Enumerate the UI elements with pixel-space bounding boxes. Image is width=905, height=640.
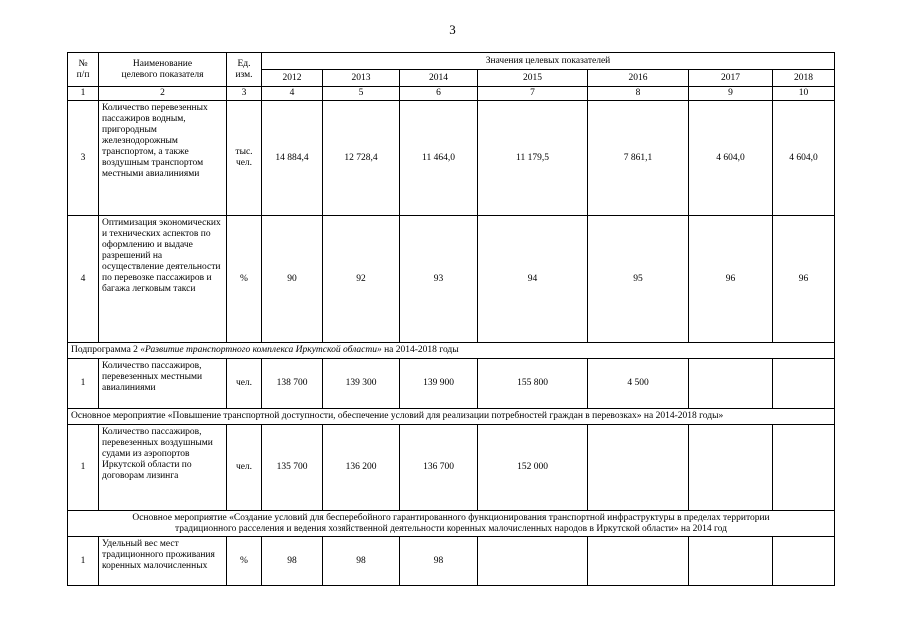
indicator-unit: чел. bbox=[227, 359, 262, 409]
value-cell: 12 728,4 bbox=[323, 101, 400, 216]
col-number: 2 bbox=[99, 87, 227, 101]
value-cell: 90 bbox=[262, 216, 323, 343]
year-cell: 2012 bbox=[262, 70, 323, 87]
row-no: 1 bbox=[68, 537, 99, 586]
table-row bbox=[68, 425, 835, 511]
col-number: 4 bbox=[262, 87, 323, 101]
indicator-name: Количество перевезенных пассажиров водным, пригородным железнодорожным транспортом, а также воздушным транспортом местными авиалиниями bbox=[99, 101, 227, 216]
value-cell: 93 bbox=[400, 216, 478, 343]
value-cell: 11 464,0 bbox=[400, 101, 478, 216]
column-numbers-row bbox=[68, 87, 835, 101]
value-cell bbox=[773, 359, 835, 409]
header-unit: Ед. изм. bbox=[227, 53, 262, 87]
col-number: 10 bbox=[773, 87, 835, 101]
value-cell: 4 604,0 bbox=[689, 101, 773, 216]
indicator-unit: чел. bbox=[227, 425, 262, 511]
value-cell bbox=[689, 425, 773, 511]
header-row-1 bbox=[68, 53, 835, 70]
value-cell bbox=[478, 537, 588, 586]
row-no: 3 bbox=[68, 101, 99, 216]
header-name: Наименование целевого показателя bbox=[99, 53, 227, 87]
value-cell: 96 bbox=[773, 216, 835, 343]
value-cell: 4 604,0 bbox=[773, 101, 835, 216]
year-cell: 2014 bbox=[400, 70, 478, 87]
target-indicators-table bbox=[67, 52, 835, 586]
year-cell: 2016 bbox=[588, 70, 689, 87]
year-cell: 2018 bbox=[773, 70, 835, 87]
page-number: 3 bbox=[449, 22, 456, 37]
value-cell: 136 200 bbox=[323, 425, 400, 511]
value-cell: 136 700 bbox=[400, 425, 478, 511]
value-cell: 95 bbox=[588, 216, 689, 343]
value-cell bbox=[773, 425, 835, 511]
table-row bbox=[68, 101, 835, 216]
col-number: 9 bbox=[689, 87, 773, 101]
value-cell: 14 884,4 bbox=[262, 101, 323, 216]
value-cell: 138 700 bbox=[262, 359, 323, 409]
table-row bbox=[68, 537, 835, 586]
indicator-unit: % bbox=[227, 537, 262, 586]
indicator-unit: % bbox=[227, 216, 262, 343]
col-number: 5 bbox=[323, 87, 400, 101]
value-cell bbox=[588, 537, 689, 586]
year-cell: 2013 bbox=[323, 70, 400, 87]
value-cell bbox=[689, 359, 773, 409]
col-number: 3 bbox=[227, 87, 262, 101]
year-cell: 2015 bbox=[478, 70, 588, 87]
row-no: 1 bbox=[68, 359, 99, 409]
value-cell: 135 700 bbox=[262, 425, 323, 511]
value-cell: 7 861,1 bbox=[588, 101, 689, 216]
indicator-name: Оптимизация экономических и технических аспектов по оформлению и выдаче разрешений на осуществление деятельности по перевозке пассажиров и багажа легковым такси bbox=[99, 216, 227, 343]
activity-row bbox=[68, 511, 835, 537]
value-cell: 98 bbox=[323, 537, 400, 586]
col-number: 7 bbox=[478, 87, 588, 101]
value-cell bbox=[588, 425, 689, 511]
value-cell bbox=[773, 537, 835, 586]
subprogram-title: Подпрограмма 2 «Развитие транспортного комплекса Иркутской области» на 2014-2018 годы bbox=[68, 343, 835, 359]
value-cell: 98 bbox=[262, 537, 323, 586]
value-cell: 139 900 bbox=[400, 359, 478, 409]
header-no: № п/п bbox=[68, 53, 99, 87]
value-cell: 4 500 bbox=[588, 359, 689, 409]
value-cell bbox=[689, 537, 773, 586]
year-cell: 2017 bbox=[689, 70, 773, 87]
activity-title: Основное мероприятие «Создание условий для бесперебойного гарантированного функционирования транспортной инфраструктуры в пределах территории традиционного расселения и ведения хозяйственной деятельности коренных малочисленных народов в Иркутской области» на 2014 год bbox=[68, 511, 835, 537]
indicator-unit: тыс. чел. bbox=[227, 101, 262, 216]
value-cell: 155 800 bbox=[478, 359, 588, 409]
value-cell: 98 bbox=[400, 537, 478, 586]
indicator-name: Количество пассажиров, перевезенных воздушными судами из аэропортов Иркутской области по договорам лизинга bbox=[99, 425, 227, 511]
activity-title: Основное мероприятие «Повышение транспортной доступности, обеспечение условий для реализации потребностей граждан в перевозках» на 2014-2018 годы» bbox=[68, 409, 835, 425]
indicator-name: Удельный вес мест традиционного проживания коренных малочисленных bbox=[99, 537, 227, 586]
value-cell: 139 300 bbox=[323, 359, 400, 409]
subprogram-row bbox=[68, 343, 835, 359]
value-cell: 11 179,5 bbox=[478, 101, 588, 216]
col-number: 6 bbox=[400, 87, 478, 101]
table-row bbox=[68, 216, 835, 343]
row-no: 1 bbox=[68, 425, 99, 511]
col-number: 1 bbox=[68, 87, 99, 101]
table-row bbox=[68, 359, 835, 409]
col-number: 8 bbox=[588, 87, 689, 101]
value-cell: 152 000 bbox=[478, 425, 588, 511]
indicator-name: Количество пассажиров, перевезенных местными авиалиниями bbox=[99, 359, 227, 409]
value-cell: 96 bbox=[689, 216, 773, 343]
row-no: 4 bbox=[68, 216, 99, 343]
header-values-title: Значения целевых показателей bbox=[262, 53, 835, 70]
value-cell: 94 bbox=[478, 216, 588, 343]
activity-row bbox=[68, 409, 835, 425]
value-cell: 92 bbox=[323, 216, 400, 343]
